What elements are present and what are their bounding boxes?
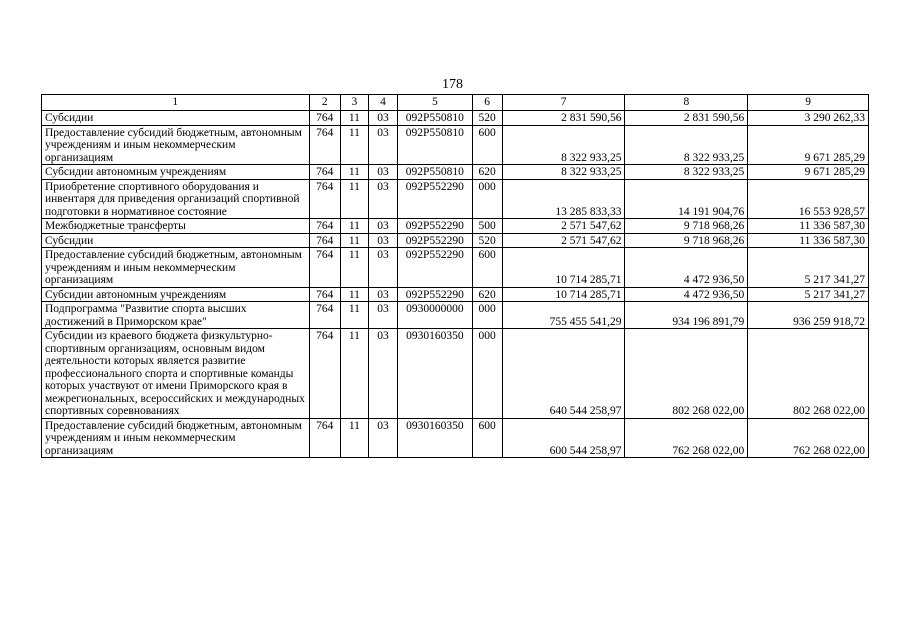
table-row [42, 329, 869, 419]
code-col6: 500 [472, 219, 502, 234]
code-col3: 11 [340, 418, 368, 458]
amount-col9: 16 553 928,57 [748, 179, 869, 219]
header-cell: 9 [748, 95, 869, 111]
row-name: Приобретение спортивного оборудования и инвентаря для приведения организаций спортивной подготовки в нормативное состояние [42, 179, 310, 219]
amount-col7: 13 285 833,33 [502, 179, 625, 219]
row-name: Субсидии из краевого бюджета физкультурно-спортивным организациям, основным видом деятельности которых является развитие профессионального спорта и спортивные команды которых участвуют от имени Приморского края в межрегиональных, всероссийских и международных спортивных соревнованиях [42, 329, 310, 419]
amount-col7: 8 322 933,25 [502, 125, 625, 165]
amount-col9: 5 217 341,27 [748, 287, 869, 302]
amount-col7: 10 714 285,71 [502, 287, 625, 302]
amount-col7: 8 322 933,25 [502, 165, 625, 180]
code-col5: 092P552290 [398, 287, 472, 302]
code-col2: 764 [309, 111, 340, 126]
code-col4: 03 [368, 418, 397, 458]
header-cell: 1 [42, 95, 310, 111]
code-col6: 520 [472, 111, 502, 126]
table-row [42, 302, 869, 329]
row-name: Межбюджетные трансферты [42, 219, 310, 234]
code-col2: 764 [309, 219, 340, 234]
code-col2: 764 [309, 302, 340, 329]
code-col5: 092P550810 [398, 165, 472, 180]
amount-col7: 10 714 285,71 [502, 248, 625, 288]
code-col5: 092P550810 [398, 125, 472, 165]
code-col4: 03 [368, 179, 397, 219]
header-cell: 5 [398, 95, 472, 111]
amount-col8: 934 196 891,79 [625, 302, 748, 329]
code-col3: 11 [340, 233, 368, 248]
code-col4: 03 [368, 248, 397, 288]
amount-col9: 3 290 262,33 [748, 111, 869, 126]
page-number: 178 [442, 77, 463, 92]
budget-table [41, 94, 869, 458]
code-col4: 03 [368, 219, 397, 234]
amount-col8: 14 191 904,76 [625, 179, 748, 219]
amount-col9: 5 217 341,27 [748, 248, 869, 288]
code-col2: 764 [309, 179, 340, 219]
code-col5: 092P552290 [398, 219, 472, 234]
amount-col9: 11 336 587,30 [748, 219, 869, 234]
code-col6: 000 [472, 329, 502, 419]
amount-col7: 2 571 547,62 [502, 233, 625, 248]
code-col6: 600 [472, 418, 502, 458]
header-cell: 7 [502, 95, 625, 111]
amount-col8: 4 472 936,50 [625, 287, 748, 302]
code-col6: 520 [472, 233, 502, 248]
table-row [42, 219, 869, 234]
amount-col8: 9 718 968,26 [625, 219, 748, 234]
table-row [42, 418, 869, 458]
code-col6: 620 [472, 165, 502, 180]
amount-col8: 8 322 933,25 [625, 165, 748, 180]
code-col6: 600 [472, 125, 502, 165]
code-col3: 11 [340, 287, 368, 302]
row-name: Предоставление субсидий бюджетным, автономным учреждениям и иным некоммерческим организациям [42, 248, 310, 288]
amount-col7: 640 544 258,97 [502, 329, 625, 419]
amount-col9: 936 259 918,72 [748, 302, 869, 329]
amount-col9: 11 336 587,30 [748, 233, 869, 248]
code-col4: 03 [368, 125, 397, 165]
row-name: Субсидии автономным учреждениям [42, 165, 310, 180]
amount-col9: 762 268 022,00 [748, 418, 869, 458]
code-col2: 764 [309, 125, 340, 165]
code-col2: 764 [309, 248, 340, 288]
code-col5: 0930000000 [398, 302, 472, 329]
code-col4: 03 [368, 233, 397, 248]
amount-col9: 802 268 022,00 [748, 329, 869, 419]
code-col4: 03 [368, 329, 397, 419]
row-name: Предоставление субсидий бюджетным, автономным учреждениям и иным некоммерческим организациям [42, 418, 310, 458]
code-col4: 03 [368, 287, 397, 302]
header-cell: 8 [625, 95, 748, 111]
header-cell: 2 [309, 95, 340, 111]
code-col3: 11 [340, 111, 368, 126]
amount-col7: 2 571 547,62 [502, 219, 625, 234]
code-col5: 0930160350 [398, 418, 472, 458]
amount-col8: 802 268 022,00 [625, 329, 748, 419]
code-col3: 11 [340, 125, 368, 165]
table-row [42, 125, 869, 165]
table-row [42, 165, 869, 180]
amount-col8: 762 268 022,00 [625, 418, 748, 458]
code-col4: 03 [368, 111, 397, 126]
row-name: Субсидии [42, 111, 310, 126]
code-col4: 03 [368, 165, 397, 180]
code-col5: 092P552290 [398, 179, 472, 219]
row-name: Субсидии [42, 233, 310, 248]
code-col2: 764 [309, 233, 340, 248]
amount-col9: 9 671 285,29 [748, 125, 869, 165]
code-col5: 092P550810 [398, 111, 472, 126]
code-col2: 764 [309, 165, 340, 180]
amount-col7: 2 831 590,56 [502, 111, 625, 126]
code-col6: 000 [472, 179, 502, 219]
code-col3: 11 [340, 165, 368, 180]
row-name: Подпрограмма "Развитие спорта высших достижений в Приморском крае" [42, 302, 310, 329]
code-col2: 764 [309, 329, 340, 419]
amount-col7: 755 455 541,29 [502, 302, 625, 329]
table-row [42, 111, 869, 126]
table-row [42, 248, 869, 288]
code-col2: 764 [309, 418, 340, 458]
header-cell: 4 [368, 95, 397, 111]
amount-col7: 600 544 258,97 [502, 418, 625, 458]
header-cell: 6 [472, 95, 502, 111]
code-col5: 092P552290 [398, 248, 472, 288]
code-col6: 600 [472, 248, 502, 288]
code-col2: 764 [309, 287, 340, 302]
amount-col8: 9 718 968,26 [625, 233, 748, 248]
code-col3: 11 [340, 248, 368, 288]
code-col6: 000 [472, 302, 502, 329]
table-row [42, 179, 869, 219]
row-name: Субсидии автономным учреждениям [42, 287, 310, 302]
code-col3: 11 [340, 329, 368, 419]
code-col3: 11 [340, 179, 368, 219]
code-col3: 11 [340, 219, 368, 234]
table-row [42, 287, 869, 302]
code-col4: 03 [368, 302, 397, 329]
amount-col8: 2 831 590,56 [625, 111, 748, 126]
code-col6: 620 [472, 287, 502, 302]
code-col5: 092P552290 [398, 233, 472, 248]
header-cell: 3 [340, 95, 368, 111]
code-col3: 11 [340, 302, 368, 329]
code-col5: 0930160350 [398, 329, 472, 419]
row-name: Предоставление субсидий бюджетным, автономным учреждениям и иным некоммерческим организациям [42, 125, 310, 165]
amount-col9: 9 671 285,29 [748, 165, 869, 180]
header-row [42, 95, 869, 111]
amount-col8: 4 472 936,50 [625, 248, 748, 288]
table-row [42, 233, 869, 248]
amount-col8: 8 322 933,25 [625, 125, 748, 165]
